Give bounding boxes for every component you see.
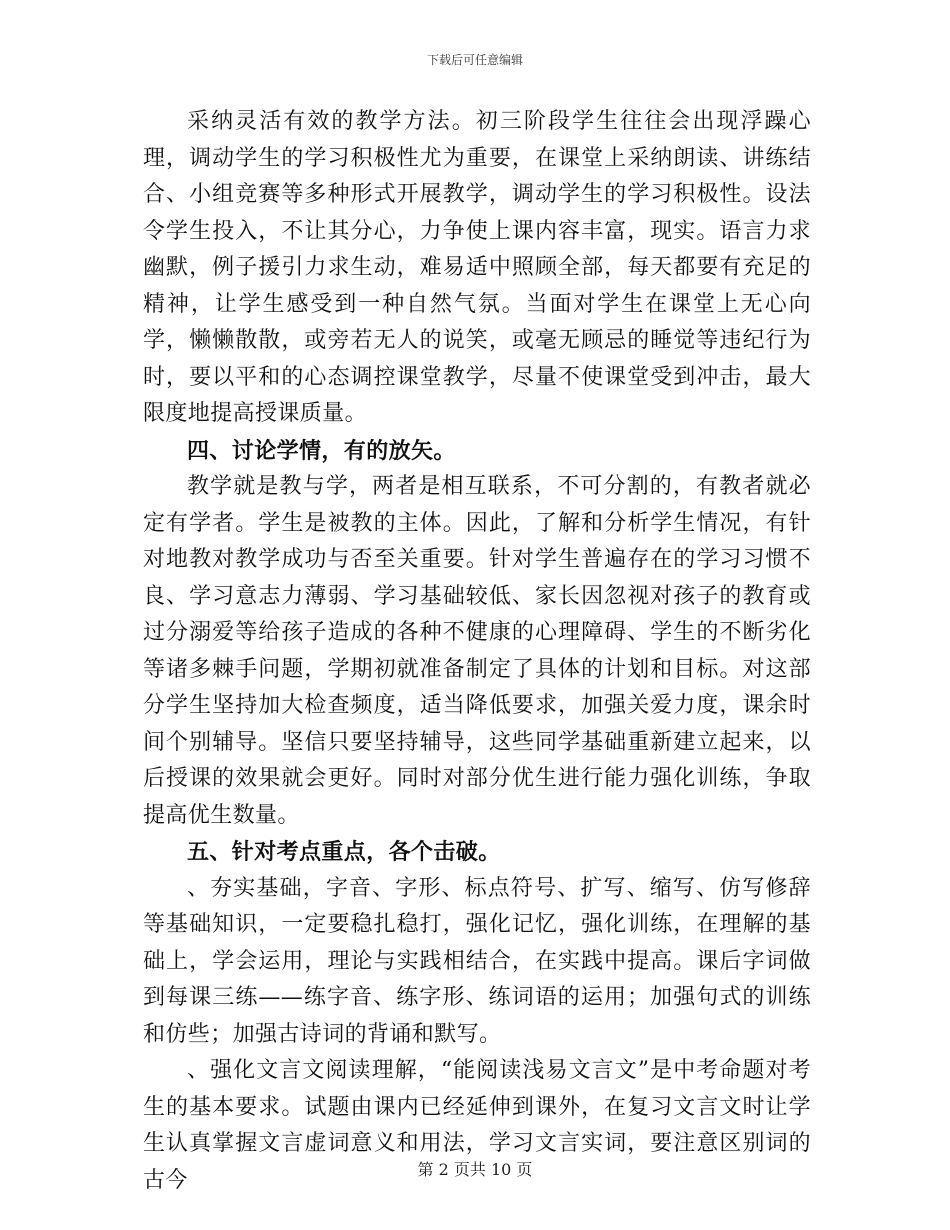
page-footer: 第 2 页共 10 页 <box>417 1160 533 1179</box>
paragraph-basics: 、夯实基础，字音、字形、标点符号、扩写、缩写、仿写修辞等基础知识，一定要稳扎稳打，强化记忆，强化训练，在理解的基础上，学会运用，理论与实践相结合，在实践中提高。课后字词做到每课三练——练字音、练字形、练词语的运用；加强句式的训练和仿些；加强古诗词的背诵和默写。 <box>143 875 811 1047</box>
paragraph-student-analysis: 教学就是教与学，两者是相互联系，不可分割的，有教者就必定有学者。学生是被教的主体。因此，了解和分析学生情况，有针对地教对教学成功与否至关重要。针对学生普遍存在的学习习惯不良、学习意志力薄弱、学习基础较低、家长因忽视对孩子的教育或过分溺爱等给孩子造成的各种不健康的心理障碍、学生的不断劣化等诸多棘手问题，学期初就准备制定了具体的计划和目标。对这部分学生坚持加大检查频度，适当降低要求，加强关爱力度，课余时间个别辅导。坚信只要坚持辅导，这些同学基础重新建立起来，以后授课的效果就会更好。同时对部分优生进行能力强化训练，争取提高优生数量。 <box>143 474 811 828</box>
page-header: 下载后可任意编辑 <box>426 53 523 67</box>
paragraph-classical-chinese: 、强化文言文阅读理解，“能阅读浅易文言文”是中考命题对考生的基本要求。试题由课内已经延伸到课外，在复习文言文时让学生认真掌握文言虚词意义和用法，学习文言实词，要注意区别词的古今 <box>143 1058 811 1193</box>
document-body <box>143 104 811 1199</box>
paragraph-teaching-methods: 采纳灵活有效的教学方法。初三阶段学生往往会出现浮躁心理，调动学生的学习积极性尤为重要，在课堂上采纳朗读、讲练结合、小组竞赛等多种形式开展教学，调动学生的学习积极性。设法令学生投入，不让其分心，力争使上课内容丰富，现实。语言力求幽默，例子援引力求生动，难易适中照顾全部，每天都要有充足的精神，让学生感受到一种自然气氛。当面对学生在课堂上无心向学，懒懒散散，或旁若无人的说笑，或毫无顾忌的睡觉等违纪行为时，要以平和的心态调控课堂教学，尽量不使课堂受到冲击，最大限度地提高授课质量。 <box>143 109 811 426</box>
section-heading-5: 五、针对考点重点，各个击破。 <box>187 839 501 865</box>
section-heading-4: 四、讨论学情，有的放矢。 <box>187 437 456 464</box>
